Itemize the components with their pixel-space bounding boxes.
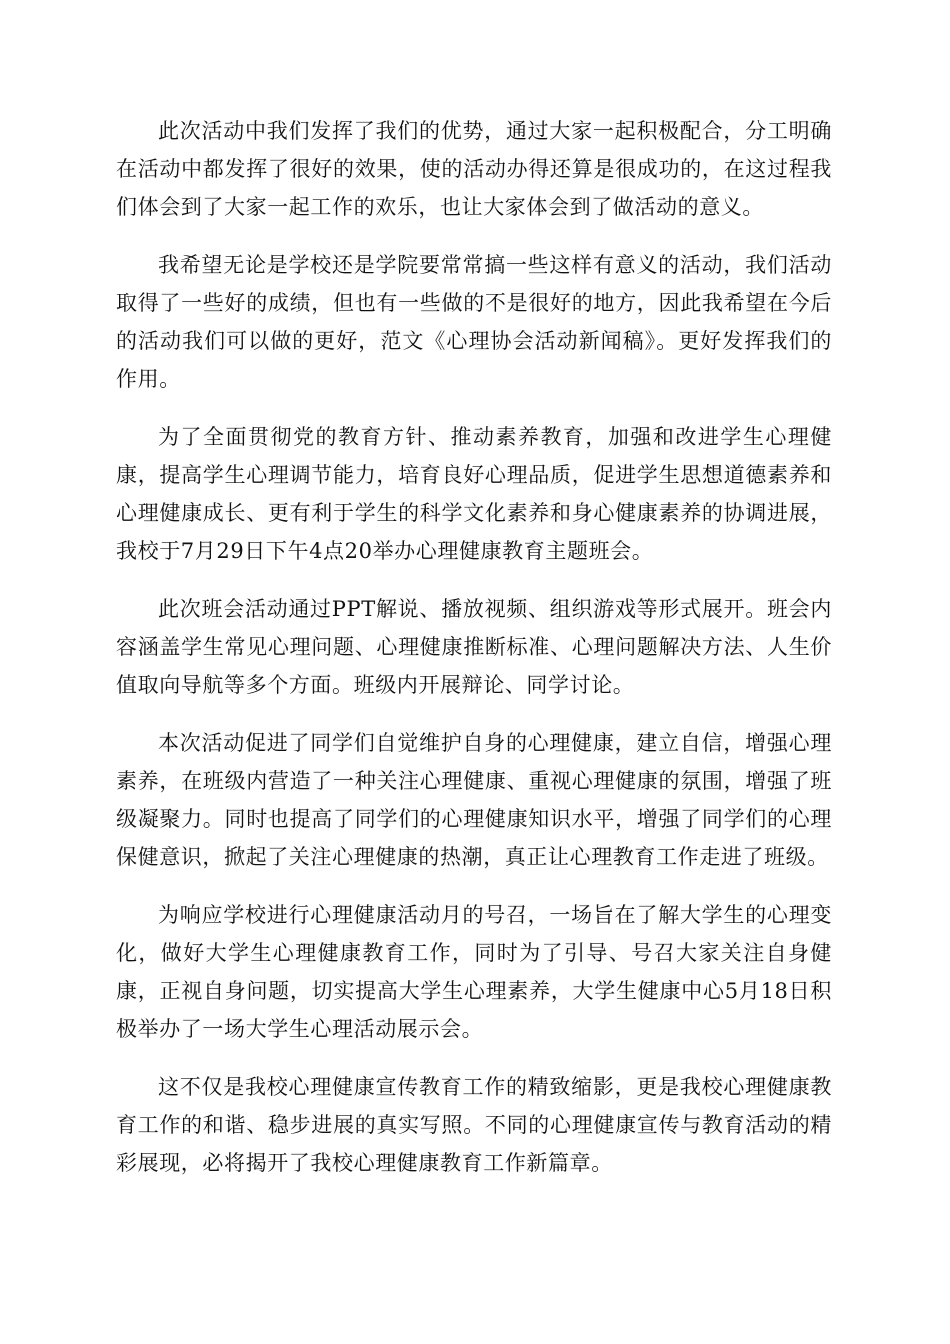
paragraph: 此次活动中我们发挥了我们的优势，通过大家一起积极配合，分工明确在活动中都发挥了很好的效果，使的活动办得还算是很成功的，在这过程我们体会到了大家一起工作的欢乐，也让大家体会到了做活动的意义。 xyxy=(116,119,832,219)
paragraph: 本次活动促进了同学们自觉维护自身的心理健康，建立自信，增强心理素养，在班级内营造了一种关注心理健康、重视心理健康的氛围，增强了班级凝聚力。同时也提高了同学们的心理健康知识水平，增强了同学们的心理保健意识，掀起了关注心理健康的热潮，真正让心理教育工作走进了班级。 xyxy=(116,731,832,869)
paragraph: 我希望无论是学校还是学院要常常搞一些这样有意义的活动，我们活动取得了一些好的成绩，但也有一些做的不是很好的地方，因此我希望在今后的活动我们可以做的更好，范文《心理协会活动新闻稿》。更好发挥我们的作用。 xyxy=(116,253,832,391)
document-body xyxy=(116,112,832,1202)
paragraph: 为响应学校进行心理健康活动月的号召，一场旨在了解大学生的心理变化，做好大学生心理健康教育工作，同时为了引导、号召大家关注自身健康，正视自身问题，切实提高大学生心理素养，大学生健康中心5月18日积极举办了一场大学生心理活动展示会。 xyxy=(116,903,832,1041)
paragraph: 此次班会活动通过PPT解说、播放视频、组织游戏等形式展开。班会内容涵盖学生常见心理问题、心理健康推断标准、心理问题解决方法、人生价值取向导航等多个方面。班级内开展辩论、同学讨论。 xyxy=(116,597,832,697)
paragraph: 为了全面贯彻党的教育方针、推动素养教育，加强和改进学生心理健康，提高学生心理调节能力，培育良好心理品质，促进学生思想道德素养和心理健康成长、更有利于学生的科学文化素养和身心健康素养的协调进展，我校于7月29日下午4点20举办心理健康教育主题班会。 xyxy=(116,425,832,563)
paragraph: 这不仅是我校心理健康宣传教育工作的精致缩影，更是我校心理健康教育工作的和谐、稳步进展的真实写照。不同的心理健康宣传与教育活动的精彩展现，必将揭开了我校心理健康教育工作新篇章。 xyxy=(116,1075,832,1175)
